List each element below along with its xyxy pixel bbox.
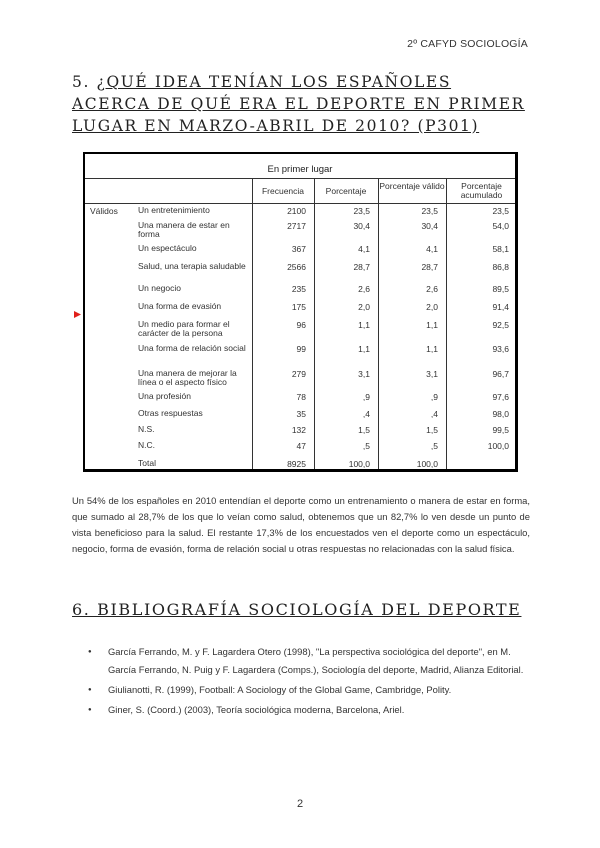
page-number: 2 <box>296 798 304 810</box>
table-cell-porcentaje: 28,7 <box>353 262 370 272</box>
bibliography-item: ● García Ferrando, M. y F. Lagardera Otero (1998), "La perspectiva sociológica del deporte", en M. García Ferrando, N. Puig y F. Lagardera (Comps.), Sociología del deporte, Madrid, Alianza Editorial. <box>72 643 530 679</box>
table-row-label: N.C. <box>138 440 155 450</box>
table-cell-porcentaje: 4,1 <box>358 244 370 254</box>
table-cell-acumulado: 58,1 <box>492 244 509 254</box>
table-cell-valido: 3,1 <box>426 369 438 379</box>
table-cell-valido: 1,5 <box>426 425 438 435</box>
table-cell-porcentaje: ,9 <box>362 392 370 402</box>
table-row-label: Un negocio <box>138 283 182 293</box>
table-cell-valido: 2,0 <box>426 302 438 312</box>
table-cell-valido: 30,4 <box>421 221 438 231</box>
table-cell-frecuencia: 132 <box>291 425 306 435</box>
table-row-label: Otras respuestas <box>138 408 203 418</box>
table-row-label: Una forma de evasión <box>138 301 222 311</box>
table-cell-frecuencia: 78 <box>296 392 306 402</box>
table-cell-porcentaje: ,5 <box>362 441 370 451</box>
table-cell-porcentaje: 1,5 <box>358 425 370 435</box>
table-cell-frecuencia: 279 <box>291 369 306 379</box>
column-header: Porcentaje válido <box>379 181 445 191</box>
table-cell-acumulado: 98,0 <box>492 409 509 419</box>
table-cell-acumulado: 93,6 <box>492 344 509 354</box>
table-cell-frecuencia: 2566 <box>287 262 306 272</box>
table-row-label: Un medio para formar el carácter de la persona <box>138 319 230 338</box>
table-cell-valido: 4,1 <box>426 244 438 254</box>
table-cell-frecuencia: 99 <box>296 344 306 354</box>
table-cell-acumulado: 89,5 <box>492 284 509 294</box>
table-title: En primer lugar <box>267 164 333 175</box>
table-cell-porcentaje: 2,0 <box>358 302 370 312</box>
bibliography-item: ● Giner, S. (Coord.) (2003), Teoría sociológica moderna, Barcelona, Ariel. <box>72 701 530 719</box>
summary-paragraph: Un 54% de los españoles en 2010 entendían el deporte como un entrenamiento o manera de estar en forma, que sumado al 28,7% de los que lo veían como salud, obtenemos que un 82,7% lo ven desde un punto de vista beneficioso para la salud. El restante 17,3% de los encuestados ven el deporte como un espectáculo, negocio, forma de evasión, forma de relación social u otras respuestas no relacionadas con la salud física. <box>72 495 530 554</box>
table-cell-frecuencia: 2717 <box>287 221 306 231</box>
table-row-label: Salud, una terapia saludable <box>138 261 246 271</box>
table-cell-valido: ,9 <box>430 392 438 402</box>
section-5-number: 5. <box>72 73 90 91</box>
table-row-label: Total <box>138 458 156 468</box>
table-cell-frecuencia: 175 <box>291 302 306 312</box>
table-cell-frecuencia: 367 <box>291 244 306 254</box>
section-5-title: ¿QUÉ IDEA TENÍAN LOS ESPAÑOLES ACERCA DE QUÉ ERA EL DEPORTE EN PRIMER LUGAR EN MARZO-ABRIL DE 2010? (P301) <box>72 73 525 135</box>
table-cell-acumulado: 91,4 <box>492 302 509 312</box>
table-cell-acumulado: 23,5 <box>492 206 509 216</box>
table-cell-porcentaje: 1,1 <box>358 320 370 330</box>
table-row-label: Un espectáculo <box>138 243 197 253</box>
table-cell-acumulado: 92,5 <box>492 320 509 330</box>
table-row-label: Un entretenimiento <box>138 205 210 215</box>
table-cell-acumulado: 86,8 <box>492 262 509 272</box>
table-cell-frecuencia: 35 <box>296 409 306 419</box>
table-row-label: Una manera de mejorar la línea o el aspecto físico <box>138 368 237 387</box>
header-course: 2º CAFYD SOCIOLOGÍA <box>407 38 528 50</box>
table-cell-porcentaje: ,4 <box>362 409 370 419</box>
table-cell-acumulado: 96,7 <box>492 369 509 379</box>
table-cell-acumulado: 99,5 <box>492 425 509 435</box>
table-row-label: Una forma de relación social <box>138 343 246 353</box>
table-cell-porcentaje: 2,6 <box>358 284 370 294</box>
column-header: Porcentaje <box>325 186 367 196</box>
table-cell-valido: 1,1 <box>426 320 438 330</box>
table-cell-porcentaje: 23,5 <box>353 206 370 216</box>
bibliography-list <box>72 643 530 721</box>
table-cell-acumulado: 54,0 <box>492 221 509 231</box>
table-cell-porcentaje: 100,0 <box>348 459 370 469</box>
table-row-label: Una manera de estar en forma <box>138 220 230 239</box>
arrow-marker-icon <box>74 310 81 319</box>
table-cell-porcentaje: 3,1 <box>358 369 370 379</box>
table-row-label: N.S. <box>138 424 155 434</box>
table-cell-frecuencia: 8925 <box>287 459 306 469</box>
table-cell-valido: ,4 <box>430 409 438 419</box>
table-cell-valido: 1,1 <box>426 344 438 354</box>
bibliography-item: ● Giulianotti, R. (1999), Football: A Sociology of the Global Game, Cambridge, Polity. <box>72 681 530 699</box>
table-row-label: Una profesión <box>138 391 191 401</box>
table-cell-porcentaje: 1,1 <box>358 344 370 354</box>
table-cell-frecuencia: 2100 <box>287 206 306 216</box>
table-cell-valido: 28,7 <box>421 262 438 272</box>
frequency-table <box>83 152 518 472</box>
table-cell-valido: 100,0 <box>416 459 438 469</box>
section-5-heading <box>72 71 530 137</box>
section-6-heading: 6. BIBLIOGRAFÍA SOCIOLOGÍA DEL DEPORTE <box>72 600 522 619</box>
table-cell-acumulado: 97,6 <box>492 392 509 402</box>
table-cell-frecuencia: 47 <box>296 441 306 451</box>
table-cell-acumulado: 100,0 <box>487 441 509 451</box>
table-cell-valido: 23,5 <box>421 206 438 216</box>
table-cell-valido: 2,6 <box>426 284 438 294</box>
column-header: Frecuencia <box>261 186 305 196</box>
table-cell-frecuencia: 235 <box>291 284 306 294</box>
table-cell-valido: ,5 <box>430 441 438 451</box>
column-header: Porcentaje acumulado <box>460 181 503 200</box>
valid-label: Válidos <box>90 206 118 216</box>
table-cell-porcentaje: 30,4 <box>353 221 370 231</box>
table-cell-frecuencia: 96 <box>296 320 306 330</box>
